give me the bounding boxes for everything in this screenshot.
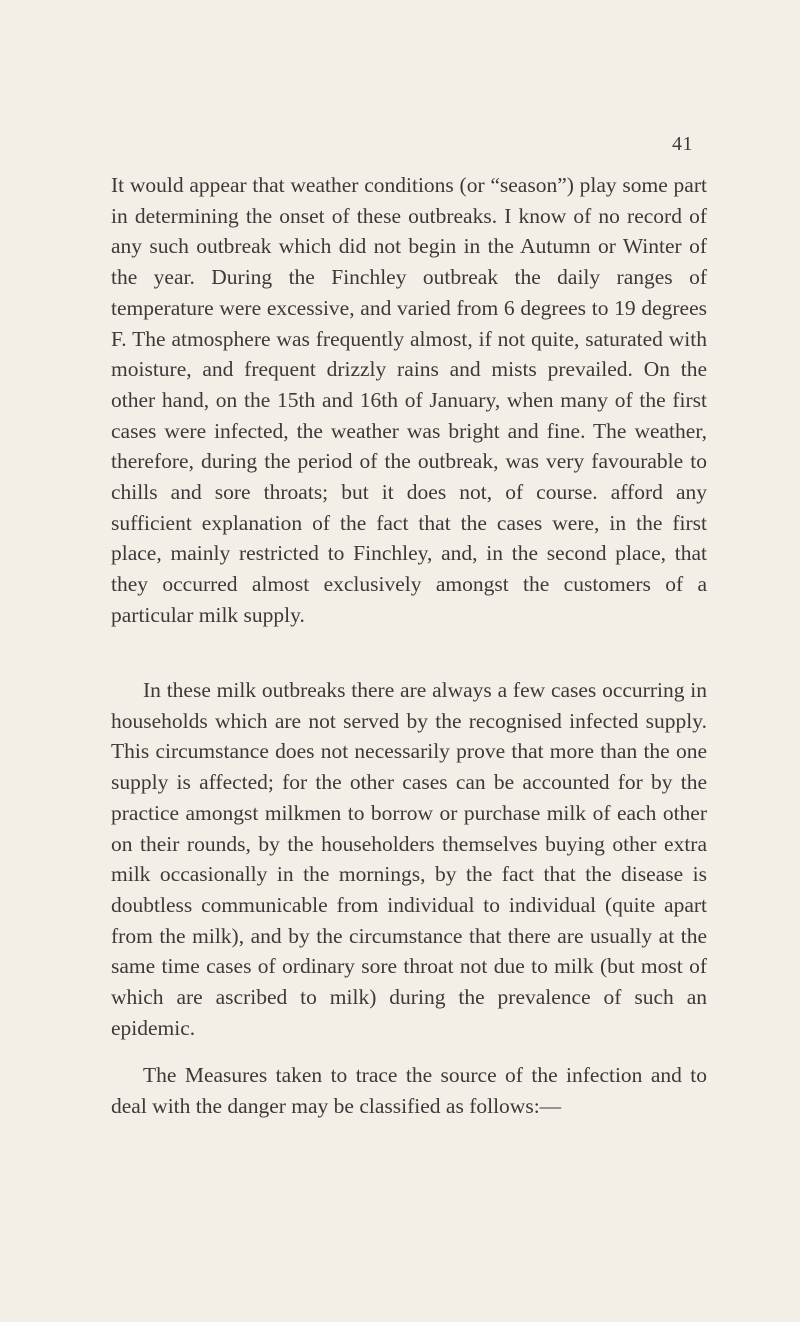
- paragraph-weather-conditions: It would appear that weather conditions (or “season”) play some part in determining the onset of these outbreaks. I know of no record of any such outbreak which did not begin in the Autumn or Winter of the year. During the Finchley outbreak the daily ranges of temperature were excessive, and varied from 6 degrees to 19 degrees F. The atmosphere was frequently almost, if not quite, saturated with moisture, and frequent drizzly rains and mists prevailed. On the other hand, on the 15th and 16th of January, when many of the first cases were infected, the weather was bright and fine. The weather, therefore, during the period of the outbreak, was very favourable to chills and sore throats; but it does not, of course. afford any sufficient explanation of the fact that the cases were, in the first place, mainly restricted to Finchley, and, in the second place, that they occurred almost exclusively amongst the customers of a particular milk supply.: [111, 173, 707, 627]
- paragraph-measures-taken: The Measures taken to trace the source of the infection and to deal with the danger may be classified as follows:—: [111, 1063, 707, 1118]
- paragraph-milk-outbreaks: In these milk outbreaks there are always a few cases occurring in households which are not served by the recognised infected supply. This circumstance does not necessarily prove that more than the one supply is affected; for the other cases can be accounted for by the practice amongst milkmen to borrow or purchase milk of each other on their rounds, by the householders themselves buying other extra milk occasionally in the mornings, by the fact that the disease is doubtless communicable from individual to individual (quite apart from the milk), and by the circumstance that there are usually at the same time cases of ordinary sore throat not due to milk (but most of which are ascribed to milk) during the prevalence of such an epidemic.: [111, 678, 707, 1040]
- page-number: 41: [672, 133, 693, 155]
